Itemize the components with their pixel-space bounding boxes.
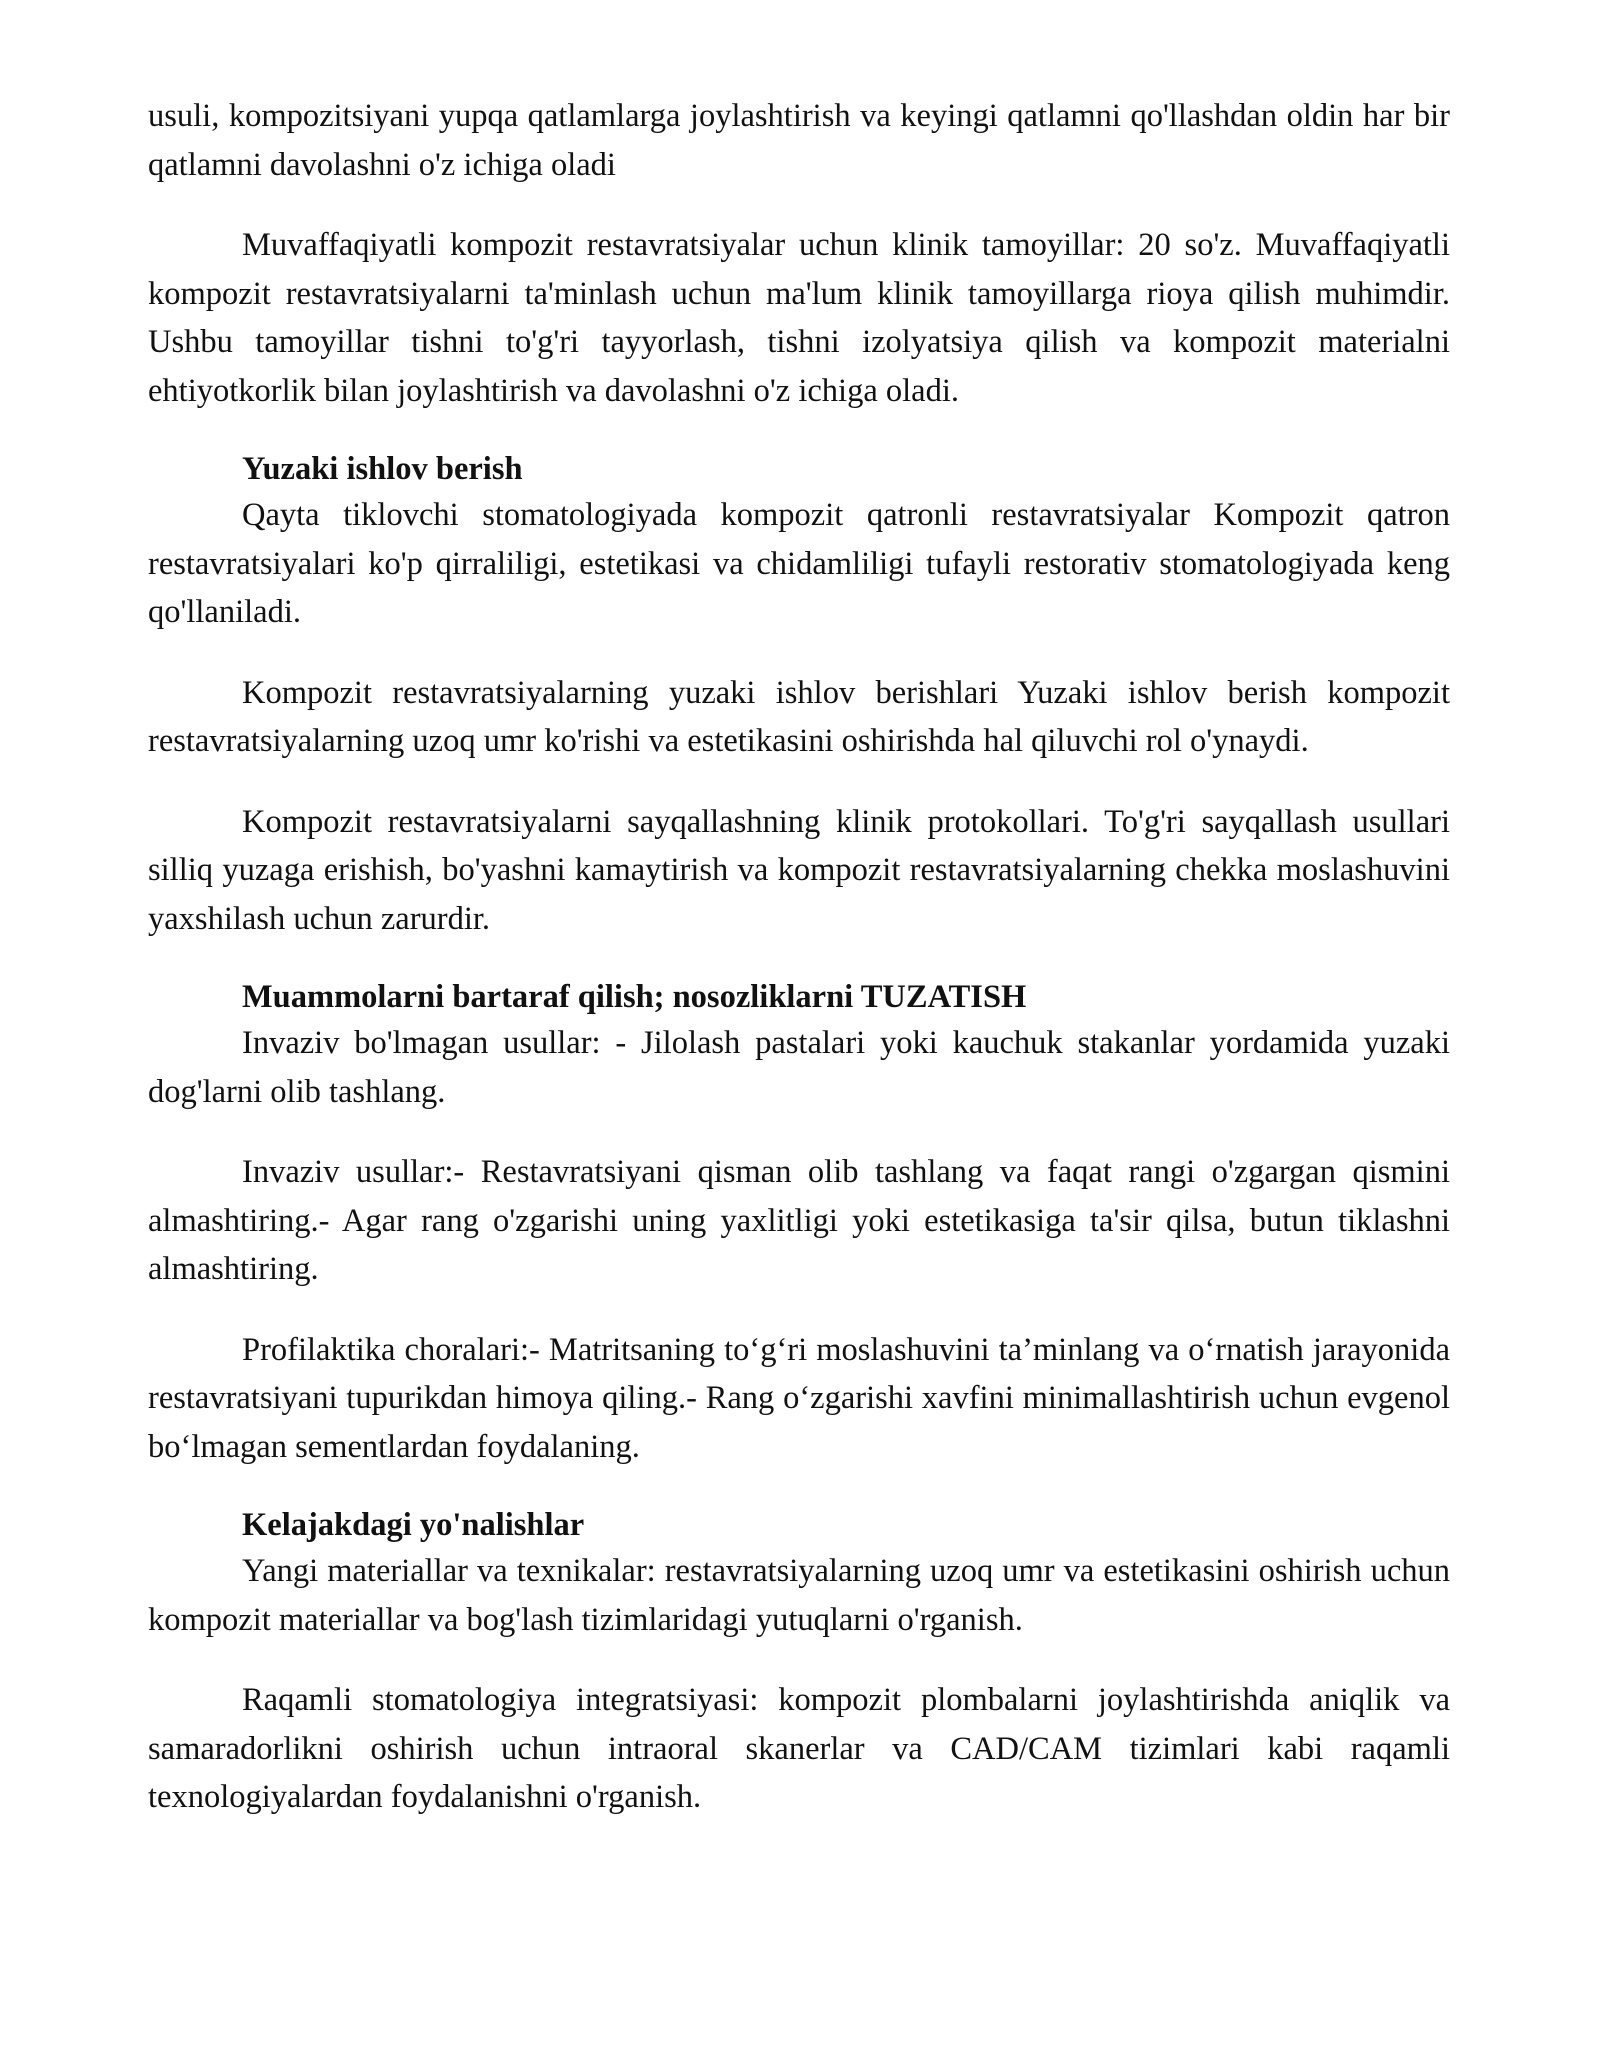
heading-troubleshooting: Muammolarni bartaraf qilish; nosozliklarni TUZATISH [242, 979, 1027, 1015]
paragraph-surface-finishing-role: Kompozit restavratsiyalarning yuzaki ishlov berishlari Yuzaki ishlov berish kompozit restavratsiyalarning uzoq umr ko'rishi va estetikasini oshirishda hal qiluvchi rol o'ynaydi. [148, 674, 1450, 759]
paragraph-composite-resin-restorations: Qayta tiklovchi stomatologiyada kompozit qatronli restavratsiyalar Kompozit qatron restavratsiyalari ko'p qirraliligi, estetikasi va chidamliligi tufayli restorativ stomatologiyada keng qo'llaniladi. [148, 497, 1450, 630]
paragraph-clinical-principles: Muvaffaqiyatli kompozit restavratsiyalar uchun klinik tamoyillar: 20 so'z. Muvaffaqiyatli kompozit restavratsiyalarni ta'minlash uchun ma'lum klinik tamoyillarga rioya qilish muhimdir. Ushbu tamoyillar tishni to'g'ri tayyorlash, tishni izolyatsiya qilish va kompozit materialni ehtiyotkorlik bilan joylashtirish va davolashni o'z ichiga oladi. [148, 227, 1450, 409]
paragraph-digital-integration: Raqamli stomatologiya integratsiyasi: kompozit plombalarni joylashtirishda aniqlik va samaradorlikni oshirish uchun intraoral skanerlar va CAD/CAM tizimlari kabi raqamli texnologiyalardan foydalanishni o'rganish. [148, 1682, 1450, 1815]
paragraph-polishing-protocols: Kompozit restavratsiyalarni sayqallashning klinik protokollari. To'g'ri sayqallash usullari silliq yuzaga erishish, bo'yashni kamaytirish va kompozit restavratsiyalarning chekka moslashuvini yaxshilash uchun zarurdir. [148, 803, 1450, 937]
paragraph-preventive-measures: Profilaktika choralari:- Matritsaning to‘g‘ri moslashuvini ta’minlang va o‘rnatish jarayonida restavratsiyani tupurikdan himoya qiling.- Rang o‘zgarishi xavfini minimallashtirish uchun evgenol bo‘lmagan sementlardan foydalaning. [148, 1331, 1450, 1465]
paragraph-non-invasive-methods: Invaziv bo'lmagan usullar: - Jilolash pastalari yoki kauchuk stakanlar yordamida yuzaki dog'larni olib tashlang. [148, 1025, 1450, 1110]
heading-surface-finishing: Yuzaki ishlov berish [242, 451, 523, 487]
paragraph-invasive-methods: Invaziv usullar:- Restavratsiyani qisman olib tashlang va faqat rangi o'zgargan qismini almashtiring.- Agar rang o'zgarishi uning yaxlitligi yoki estetikasiga ta'sir qilsa, butun tiklashni almashtiring. [148, 1154, 1450, 1287]
document-page [148, 92, 1450, 1822]
paragraph-layering-method: usuli, kompozitsiyani yupqa qatlamlarga joylashtirish va keyingi qatlamni qo'llashdan oldin har bir qatlamni davolashni o'z ichiga oladi [148, 98, 1450, 183]
paragraph-new-materials: Yangi materiallar va texnikalar: restavratsiyalarning uzoq umr va estetikasini oshirish uchun kompozit materiallar va bog'lash tizimlaridagi yutuqlarni o'rganish. [148, 1553, 1450, 1638]
heading-future-directions: Kelajakdagi yo'nalishlar [242, 1507, 585, 1543]
